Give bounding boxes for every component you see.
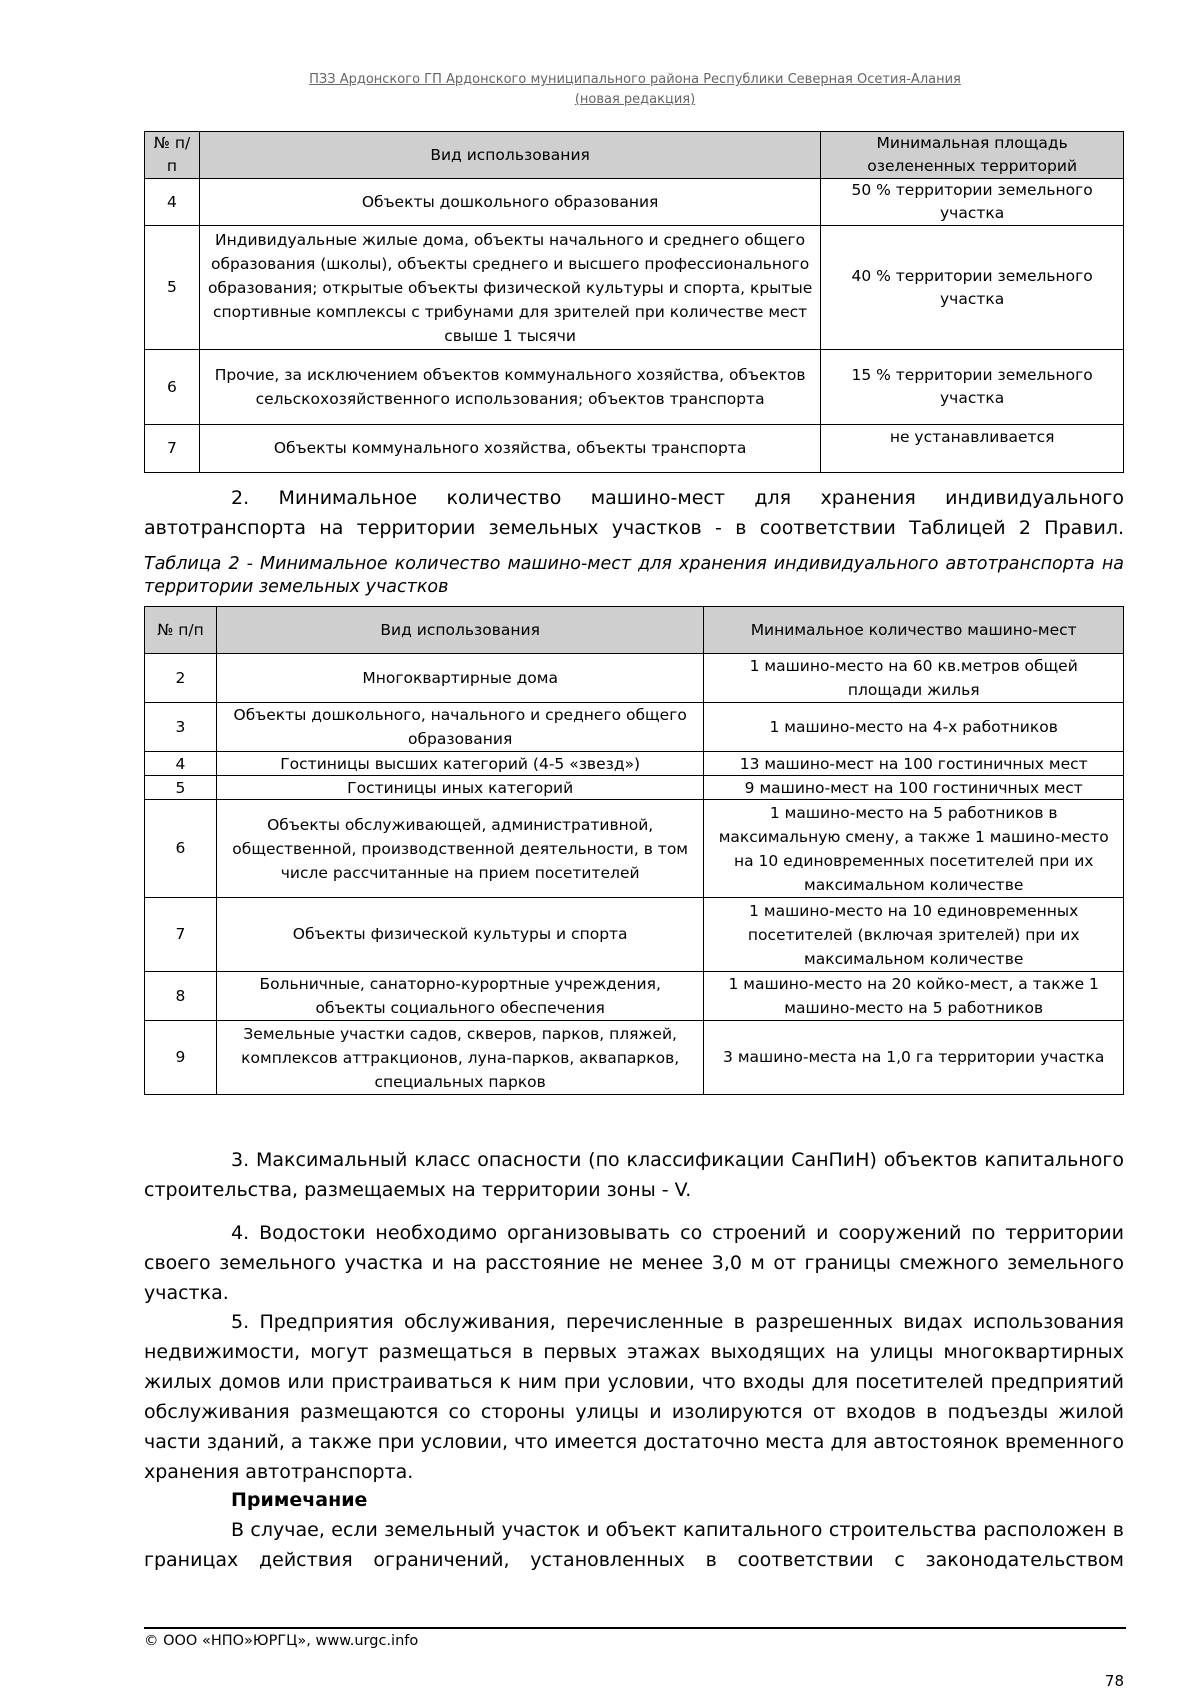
cell-use-type: Многоквартирные дома bbox=[216, 654, 703, 703]
footer-divider bbox=[144, 1627, 1126, 1629]
cell-value: не устанавливается bbox=[821, 425, 1124, 473]
table-2-caption: Таблица 2 - Минимальное количество машино-мест для хранения индивидуального автотранспорта на территории земельных участков bbox=[144, 554, 1124, 597]
table-row bbox=[145, 752, 1124, 776]
cell-use-type: Индивидуальные жилые дома, объекты начального и среднего общего образования (школы), объекты среднего и высшего профессионального образования; открытые объекты физической культуры и спорта, крытые спортивные комплексы с трибунами для зрителей при количестве мест свыше 1 тысячи bbox=[199, 226, 820, 350]
table-row bbox=[145, 800, 1124, 898]
cell-use-type: Объекты дошкольного, начального и среднего общего образования bbox=[216, 703, 703, 752]
paragraph-4: 4. Водостоки необходимо организовывать со строений и сооружений по территории своего земельного участка и на расстояние не менее 3,0 м от границы смежного земельного участка. bbox=[144, 1222, 1124, 1304]
table-row bbox=[145, 350, 1124, 425]
cell-use-type: Объекты физической культуры и спорта bbox=[216, 898, 703, 972]
cell-value: 50 % территории земельного участка bbox=[821, 179, 1124, 226]
column-header-number: № п/п bbox=[145, 607, 217, 654]
footer-copyright: © ООО «НПО»ЮРГЦ», www.urgc.info bbox=[144, 1633, 419, 1649]
cell-value: 40 % территории земельного участка bbox=[821, 226, 1124, 350]
cell-value: 1 машино-место на 4-х работников bbox=[704, 703, 1124, 752]
cell-use-type: Земельные участки садов, скверов, парков, пляжей, комплексов аттракционов, луна-парков, аквапарков, специальных парков bbox=[216, 1021, 703, 1095]
green-area-table bbox=[144, 131, 1124, 473]
cell-use-type: Прочие, за исключением объектов коммунального хозяйства, объектов сельскохозяйственного использования; объектов транспорта bbox=[199, 350, 820, 425]
note-text: В случае, если земельный участок и объект капитального строительства расположен в границах действия ограничений, установленных в соответствии с законодательством bbox=[144, 1519, 1124, 1571]
table-row bbox=[145, 898, 1124, 972]
cell-value: 3 машино-места на 1,0 га территории участка bbox=[704, 1021, 1124, 1095]
parking-spaces-table bbox=[144, 606, 1124, 1095]
column-header-use-type: Вид использования bbox=[216, 607, 703, 654]
cell-use-type: Больничные, санаторно-курортные учреждения, объекты социального обеспечения bbox=[216, 972, 703, 1021]
cell-use-type: Объекты коммунального хозяйства, объекты транспорта bbox=[199, 425, 820, 473]
page-header bbox=[145, 70, 1125, 110]
table-row bbox=[145, 703, 1124, 752]
cell-number: 7 bbox=[145, 898, 217, 972]
table-row bbox=[145, 179, 1124, 226]
cell-value: 9 машино-мест на 100 гостиничных мест bbox=[704, 776, 1124, 800]
cell-number: 5 bbox=[145, 776, 217, 800]
table-row bbox=[145, 972, 1124, 1021]
column-header-number: № п/п bbox=[145, 132, 200, 179]
column-header-min-parking: Минимальное количество машино-мест bbox=[704, 607, 1124, 654]
cell-number: 6 bbox=[145, 350, 200, 425]
header-line-2: (новая редакция) bbox=[574, 92, 696, 107]
cell-number: 6 bbox=[145, 800, 217, 898]
paragraph-3: 3. Максимальный класс опасности (по классификации СанПиН) объектов капитального строительства, размещаемых на территории зоны - V. bbox=[144, 1149, 1124, 1201]
cell-use-type: Объекты дошкольного образования bbox=[199, 179, 820, 226]
cell-value: 1 машино-место на 5 работников в максимальную смену, а также 1 машино-место на 10 единовременных посетителей при их максимальном количестве bbox=[704, 800, 1124, 898]
cell-number: 8 bbox=[145, 972, 217, 1021]
cell-number: 4 bbox=[145, 179, 200, 226]
cell-number: 7 bbox=[145, 425, 200, 473]
cell-value: 1 машино-место на 60 кв.метров общей площади жилья bbox=[704, 654, 1124, 703]
cell-use-type: Гостиницы высших категорий (4-5 «звезд») bbox=[216, 752, 703, 776]
cell-value: 13 машино-мест на 100 гостиничных мест bbox=[704, 752, 1124, 776]
cell-number: 3 bbox=[145, 703, 217, 752]
table-header-row bbox=[145, 607, 1124, 654]
cell-use-type: Объекты обслуживающей, административной, общественной, производственной деятельности, в том числе рассчитанные на прием посетителей bbox=[216, 800, 703, 898]
column-header-min-green-area: Минимальная площадь озелененных территорий bbox=[821, 132, 1124, 179]
table-row bbox=[145, 654, 1124, 703]
header-line-1: ПЗЗ Ардонского ГП Ардонского муниципального района Республики Северная Осетия-Алания bbox=[309, 72, 961, 87]
cell-use-type: Гостиницы иных категорий bbox=[216, 776, 703, 800]
column-header-use-type: Вид использования bbox=[199, 132, 820, 179]
cell-number: 9 bbox=[145, 1021, 217, 1095]
cell-number: 2 bbox=[145, 654, 217, 703]
cell-value: 1 машино-место на 10 единовременных посетителей (включая зрителей) при их максимальном количестве bbox=[704, 898, 1124, 972]
table-row bbox=[145, 425, 1124, 473]
paragraph-5: 5. Предприятия обслуживания, перечисленные в разрешенных видах использования недвижимости, могут размещаться в первых этажах выходящих на улицы многоквартирных жилых домов или пристраиваться к ним при условии, что входы для посетителей предприятий обслуживания размещаются со стороны улицы и изолируются от входов в подъезды жилой части зданий, а также при условии, что имеется достаточно места для автостоянок временного хранения автотранспорта. bbox=[144, 1311, 1124, 1483]
table-row bbox=[145, 226, 1124, 350]
cell-number: 5 bbox=[145, 226, 200, 350]
cell-value: 1 машино-место на 20 койко-мест, а также 1 машино-место на 5 работников bbox=[704, 972, 1124, 1021]
table-row bbox=[145, 1021, 1124, 1095]
cell-value: 15 % территории земельного участка bbox=[821, 350, 1124, 425]
page-number: 78 bbox=[1104, 1672, 1124, 1690]
cell-number: 4 bbox=[145, 752, 217, 776]
table-header-row bbox=[145, 132, 1124, 179]
note-title: Примечание bbox=[231, 1489, 368, 1511]
paragraph-2: 2. Минимальное количество машино-мест для хранения индивидуального автотранспорта на территории земельных участков - в соответствии Таблицей 2 Правил. bbox=[144, 487, 1124, 539]
table-row bbox=[145, 776, 1124, 800]
